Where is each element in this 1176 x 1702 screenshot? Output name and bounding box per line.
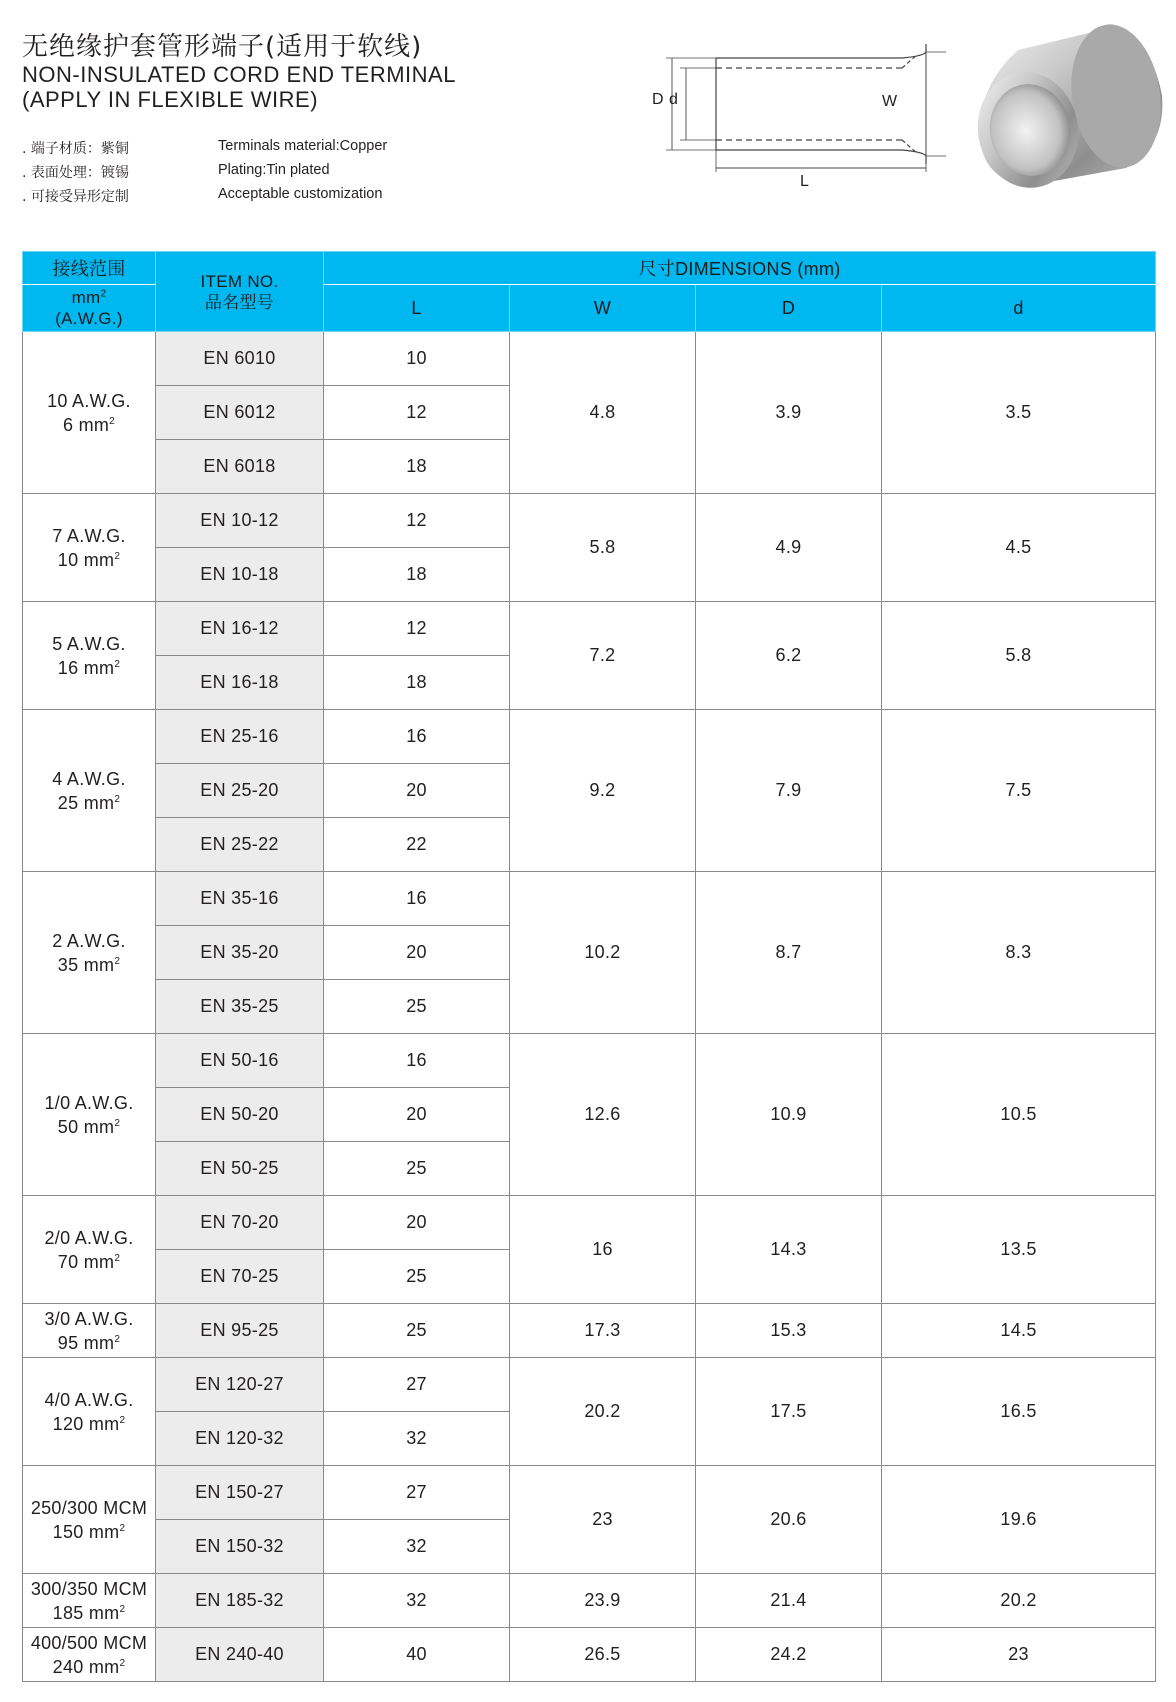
length-L-cell: 32 — [324, 1520, 510, 1574]
table-row — [23, 872, 1156, 926]
wire-range-cell — [23, 1358, 156, 1466]
width-W-cell: 23 — [510, 1466, 696, 1574]
header-dimensions: 尺寸DIMENSIONS (mm) — [324, 252, 1156, 285]
spec-item-en: Plating:Tin plated — [218, 162, 330, 178]
wire-range-mm-sup: 2 — [114, 1252, 121, 1264]
length-L-cell: 16 — [324, 872, 510, 926]
inner-diameter-d-cell: 19.6 — [882, 1466, 1156, 1574]
terminal-product-photo — [966, 18, 1166, 198]
length-L-cell: 25 — [324, 1142, 510, 1196]
header-range-unit — [23, 285, 156, 332]
length-L-cell: 20 — [324, 1196, 510, 1250]
diagram-label-D: D — [652, 91, 664, 108]
table-row — [23, 710, 1156, 764]
wire-range-cell — [23, 602, 156, 710]
wire-range-mm: 240 mm — [52, 1656, 120, 1677]
item-no-cell: EN 35-25 — [156, 980, 324, 1034]
wire-range-cell — [23, 332, 156, 494]
table-row — [23, 1304, 1156, 1358]
wire-range-awg: 2 A.W.G. — [52, 930, 126, 951]
length-L-cell: 25 — [324, 980, 510, 1034]
item-no-cell: EN 240-40 — [156, 1628, 324, 1682]
title-english: NON-INSULATED CORD END TERMINAL — [22, 62, 456, 87]
width-W-cell: 23.9 — [510, 1574, 696, 1628]
inner-diameter-d-cell: 13.5 — [882, 1196, 1156, 1304]
diagram-outline-top — [716, 44, 926, 58]
wire-range-awg: 400/500 MCM — [30, 1632, 148, 1653]
wire-range-mm: 25 mm — [57, 792, 115, 813]
item-no-cell: EN 120-32 — [156, 1412, 324, 1466]
table-row — [23, 1574, 1156, 1628]
length-L-cell: 12 — [324, 602, 510, 656]
wire-range-mm: 185 mm — [52, 1602, 120, 1623]
item-no-cell: EN 120-27 — [156, 1358, 324, 1412]
outer-diameter-D-cell: 10.9 — [696, 1034, 882, 1196]
wire-range-mm-sup: 2 — [119, 1657, 126, 1669]
item-no-cell: EN 150-32 — [156, 1520, 324, 1574]
wire-range-mm: 70 mm — [57, 1251, 115, 1272]
terminal-dimension-diagram — [652, 44, 932, 194]
length-L-cell: 32 — [324, 1574, 510, 1628]
width-W-cell: 26.5 — [510, 1628, 696, 1682]
title-chinese: 无绝缘护套管形端子(适用于软线) — [22, 32, 423, 62]
outer-diameter-D-cell: 8.7 — [696, 872, 882, 1034]
outer-diameter-D-cell: 24.2 — [696, 1628, 882, 1682]
length-L-cell: 12 — [324, 386, 510, 440]
item-no-cell: EN 25-16 — [156, 710, 324, 764]
inner-diameter-d-cell: 7.5 — [882, 710, 1156, 872]
wire-range-mm-sup: 2 — [114, 1117, 121, 1129]
item-no-cell: EN 10-18 — [156, 548, 324, 602]
inner-diameter-d-cell: 20.2 — [882, 1574, 1156, 1628]
table-row — [23, 1628, 1156, 1682]
spec-item-cn: . 端子材质：紫铜 — [22, 141, 129, 157]
item-no-cell: EN 70-25 — [156, 1250, 324, 1304]
table-row — [23, 1034, 1156, 1088]
header-unit-sup: 2 — [100, 288, 107, 300]
length-L-cell: 18 — [324, 548, 510, 602]
length-L-cell: 16 — [324, 710, 510, 764]
length-L-cell: 25 — [324, 1304, 510, 1358]
wire-range-awg: 10 A.W.G. — [47, 390, 131, 411]
table-row — [23, 1466, 1156, 1520]
table-row — [23, 1196, 1156, 1250]
length-L-cell: 12 — [324, 494, 510, 548]
outer-diameter-D-cell: 21.4 — [696, 1574, 882, 1628]
wire-range-awg: 250/300 MCM — [30, 1497, 148, 1518]
item-no-cell: EN 150-27 — [156, 1466, 324, 1520]
item-no-cell: EN 6012 — [156, 386, 324, 440]
wire-range-cell — [23, 1574, 156, 1628]
wire-range-cell — [23, 710, 156, 872]
inner-diameter-d-cell: 4.5 — [882, 494, 1156, 602]
wire-range-mm: 150 mm — [52, 1521, 120, 1542]
wire-range-mm-sup: 2 — [109, 415, 116, 427]
wire-range-mm-sup: 2 — [114, 1333, 121, 1345]
width-W-cell: 9.2 — [510, 710, 696, 872]
outer-diameter-D-cell: 15.3 — [696, 1304, 882, 1358]
width-W-cell: 4.8 — [510, 332, 696, 494]
header-range-cn: 接线范围 — [23, 252, 156, 285]
header-col-D: D — [696, 285, 882, 332]
item-no-cell: EN 95-25 — [156, 1304, 324, 1358]
width-W-cell: 20.2 — [510, 1358, 696, 1466]
wire-range-mm: 95 mm — [57, 1332, 115, 1353]
table-row — [23, 1358, 1156, 1412]
wire-range-mm-sup: 2 — [114, 550, 121, 562]
width-W-cell: 16 — [510, 1196, 696, 1304]
length-L-cell: 18 — [324, 656, 510, 710]
dimension-table — [22, 251, 1156, 1682]
header-col-L: L — [324, 285, 510, 332]
outer-diameter-D-cell: 6.2 — [696, 602, 882, 710]
wire-range-mm-sup: 2 — [119, 1414, 126, 1426]
inner-diameter-d-cell: 10.5 — [882, 1034, 1156, 1196]
wire-range-cell — [23, 1466, 156, 1574]
length-L-cell: 25 — [324, 1250, 510, 1304]
wire-range-awg: 5 A.W.G. — [52, 633, 126, 654]
wire-range-cell — [23, 1034, 156, 1196]
inner-diameter-d-cell: 14.5 — [882, 1304, 1156, 1358]
table-row — [23, 494, 1156, 548]
header-item-no — [156, 252, 324, 332]
spec-item-cn: . 可接受异形定制 — [22, 189, 129, 205]
spec-item-en: Terminals material:Copper — [218, 138, 388, 154]
wire-range-mm: 10 mm — [57, 549, 115, 570]
item-no-cell: EN 6010 — [156, 332, 324, 386]
wire-range-awg: 3/0 A.W.G. — [44, 1308, 134, 1329]
wire-range-mm-sup: 2 — [114, 955, 121, 967]
wire-range-mm-sup: 2 — [119, 1522, 126, 1534]
item-no-cell: EN 50-20 — [156, 1088, 324, 1142]
item-no-cell: EN 16-18 — [156, 656, 324, 710]
item-no-cell: EN 185-32 — [156, 1574, 324, 1628]
length-L-cell: 22 — [324, 818, 510, 872]
wire-range-mm: 120 mm — [52, 1413, 120, 1434]
header-item-en: ITEM NO. — [200, 271, 279, 291]
table-body — [23, 332, 1156, 1682]
wire-range-mm: 50 mm — [57, 1116, 115, 1137]
item-no-cell: EN 50-25 — [156, 1142, 324, 1196]
outer-diameter-D-cell: 17.5 — [696, 1358, 882, 1466]
spec-item-cn: . 表面处理：镀锡 — [22, 165, 129, 181]
length-L-cell: 27 — [324, 1466, 510, 1520]
diagram-label-d: d — [669, 91, 678, 108]
outer-diameter-D-cell: 3.9 — [696, 332, 882, 494]
header-col-W: W — [510, 285, 696, 332]
item-no-cell: EN 35-20 — [156, 926, 324, 980]
table-row — [23, 332, 1156, 386]
length-L-cell: 10 — [324, 332, 510, 386]
length-L-cell: 18 — [324, 440, 510, 494]
inner-diameter-d-cell: 23 — [882, 1628, 1156, 1682]
header-unit-awg: (A.W.G.) — [55, 309, 123, 328]
wire-range-awg: 7 A.W.G. — [52, 525, 126, 546]
diagram-label-W: W — [882, 93, 898, 110]
inner-diameter-d-cell: 16.5 — [882, 1358, 1156, 1466]
wire-range-awg: 4 A.W.G. — [52, 768, 126, 789]
inner-diameter-d-cell: 5.8 — [882, 602, 1156, 710]
wire-range-awg: 300/350 MCM — [30, 1578, 148, 1599]
wire-range-mm: 6 mm — [62, 414, 110, 435]
width-W-cell: 5.8 — [510, 494, 696, 602]
spec-item-en: Acceptable customization — [218, 186, 383, 202]
length-L-cell: 20 — [324, 764, 510, 818]
outer-diameter-D-cell: 20.6 — [696, 1466, 882, 1574]
wire-range-mm-sup: 2 — [114, 658, 121, 670]
item-no-cell: EN 6018 — [156, 440, 324, 494]
wire-range-cell — [23, 1304, 156, 1358]
subtitle-english: (APPLY IN FLEXIBLE WIRE) — [22, 87, 319, 112]
length-L-cell: 32 — [324, 1412, 510, 1466]
wire-range-cell — [23, 1196, 156, 1304]
item-no-cell: EN 16-12 — [156, 602, 324, 656]
length-L-cell: 20 — [324, 926, 510, 980]
length-L-cell: 40 — [324, 1628, 510, 1682]
length-L-cell: 16 — [324, 1034, 510, 1088]
diagram-label-L: L — [800, 173, 809, 190]
wire-range-cell — [23, 872, 156, 1034]
width-W-cell: 17.3 — [510, 1304, 696, 1358]
wire-range-mm-sup: 2 — [114, 793, 121, 805]
table-row — [23, 602, 1156, 656]
header-unit-mm: mm — [71, 288, 101, 307]
item-no-cell: EN 25-20 — [156, 764, 324, 818]
outer-diameter-D-cell: 4.9 — [696, 494, 882, 602]
item-no-cell: EN 50-16 — [156, 1034, 324, 1088]
outer-diameter-D-cell: 14.3 — [696, 1196, 882, 1304]
item-no-cell: EN 35-16 — [156, 872, 324, 926]
width-W-cell: 10.2 — [510, 872, 696, 1034]
width-W-cell: 7.2 — [510, 602, 696, 710]
wire-range-awg: 2/0 A.W.G. — [44, 1227, 134, 1248]
inner-diameter-d-cell: 3.5 — [882, 332, 1156, 494]
wire-range-cell — [23, 494, 156, 602]
header-col-d: d — [882, 285, 1156, 332]
width-W-cell: 12.6 — [510, 1034, 696, 1196]
header-item-cn: 品名型号 — [204, 292, 275, 312]
item-no-cell: EN 10-12 — [156, 494, 324, 548]
wire-range-awg: 4/0 A.W.G. — [44, 1389, 134, 1410]
wire-range-mm-sup: 2 — [119, 1603, 126, 1615]
outer-diameter-D-cell: 7.9 — [696, 710, 882, 872]
wire-range-cell — [23, 1628, 156, 1682]
item-no-cell: EN 70-20 — [156, 1196, 324, 1250]
inner-diameter-d-cell: 8.3 — [882, 872, 1156, 1034]
length-L-cell: 20 — [324, 1088, 510, 1142]
diagram-outline-bottom — [716, 150, 926, 164]
item-no-cell: EN 25-22 — [156, 818, 324, 872]
wire-range-awg: 1/0 A.W.G. — [44, 1092, 134, 1113]
wire-range-mm: 16 mm — [57, 657, 115, 678]
length-L-cell: 27 — [324, 1358, 510, 1412]
wire-range-mm: 35 mm — [57, 954, 115, 975]
